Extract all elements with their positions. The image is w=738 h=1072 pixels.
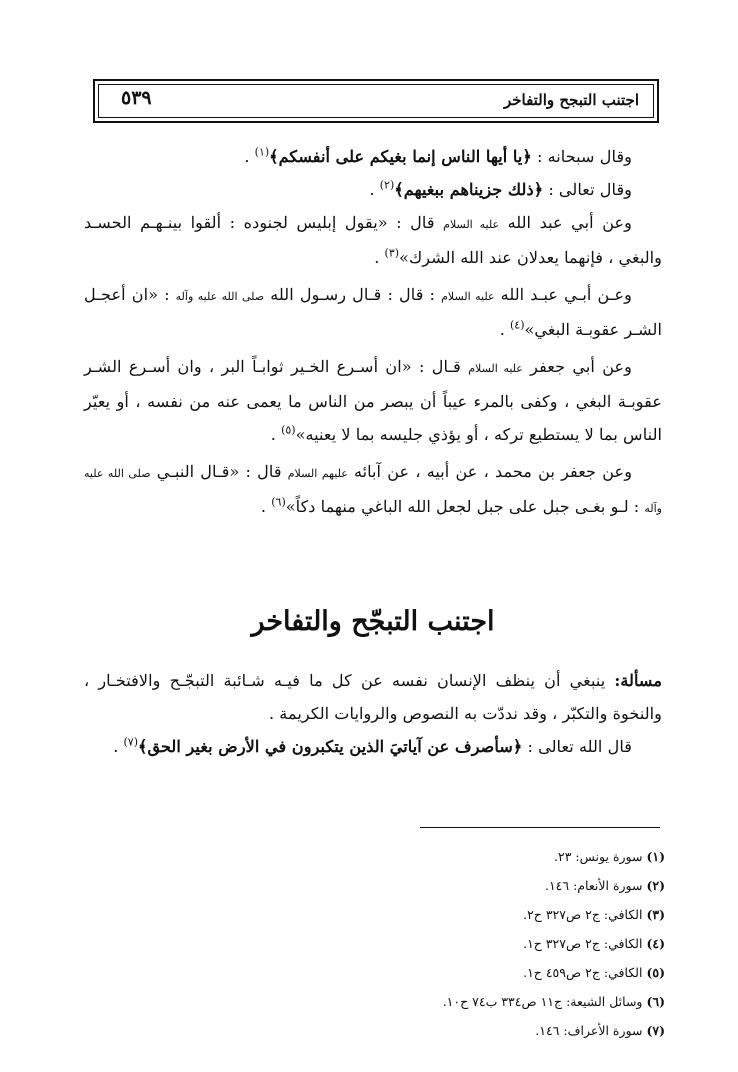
section-text <box>84 664 662 763</box>
text-run: . <box>113 737 124 756</box>
footnote-ref: (٣) <box>384 246 400 260</box>
footnote-item <box>75 929 665 958</box>
footnote-text: سورة يونس: ٢٣. <box>554 849 647 864</box>
text-run: ينبغي أن ينظف الإنسان نفسه عن كل ما فيـه شـائبة التبجّـح والافتخـار ، والنخوة والتكبّر ، وقد نددّت به النصوص والروايات الكريمة . <box>84 671 662 723</box>
footnote-number: (١) <box>646 849 665 864</box>
text-run: قـال : «ان أسـرع الخـير ثوابـاً البر ، وان أسـرع الشـر عقوبـة البغي ، وكفى بالمرء عيباً أن يبصر من الناس ما يعمى عنه من نفسه ، أو يعيّر الناس بما لا يستطيع تركه ، أو يؤذي جليسه بما لا يعنيه» <box>84 357 662 444</box>
text-run: قال : «يقول إبليس لجنوده : ألقوا بينـهـم الحسـد والبغي ، فإنهما يعدلان عند الله الشرك» <box>84 213 662 267</box>
quran-quote: ﴿ذلك جزيناهم ببغيهم﴾ <box>394 180 544 199</box>
footnote-item <box>75 987 665 1016</box>
text-run: . <box>260 497 272 516</box>
paragraph-3 <box>84 206 662 274</box>
lead-word: مسألة: <box>614 671 662 690</box>
footnote-item <box>75 842 665 871</box>
text-run: . <box>369 180 380 199</box>
text-run: قال الله تعالى : <box>522 737 632 756</box>
footnote-ref: (٤) <box>509 318 525 332</box>
text-run: وقال سبحانه : <box>531 147 632 166</box>
honorific-glyph: صلى الله عليه وآله <box>84 467 662 515</box>
footnote-ref: (٢) <box>379 178 395 192</box>
footnote-number: (٦) <box>646 994 665 1009</box>
footnote-item <box>75 958 665 987</box>
footnote-number: (٧) <box>646 1023 665 1038</box>
footnote-item <box>75 900 665 929</box>
text-run: : «ان أعجـل الشـر عقوبـة البغي» <box>84 285 662 339</box>
paragraph-4 <box>84 278 662 346</box>
footnote-ref: (٧) <box>123 735 138 749</box>
footnote-item <box>75 871 665 900</box>
text-run: وعن أبي عبد الله <box>499 213 632 232</box>
header-title: اجتنب التبجح والتفاخر <box>503 91 639 109</box>
footnote-text: الكافي: ج٢ ص٣٢٧ ح١. <box>523 936 647 951</box>
footnote-number: (٣) <box>646 907 665 922</box>
text-run: وعن أبي جعفر <box>522 357 633 376</box>
footnote-number: (٤) <box>646 936 665 951</box>
main-text <box>84 140 662 525</box>
section-title: اجتنب التبجّح والتفاخر <box>251 606 495 637</box>
paragraph-5 <box>84 350 662 451</box>
honorific-glyph: صلى الله عليه وآله <box>175 290 265 303</box>
footnote-ref: (١) <box>254 145 270 159</box>
text-run: . <box>374 248 385 267</box>
footnote-text: وسائل الشيعة: ج١١ ص٣٣٤ ب٧٤ ح١٠. <box>442 994 647 1009</box>
footnote-text: سورة الأنعام: ١٤٦. <box>544 878 647 893</box>
footnote-ref: (٦) <box>271 495 286 509</box>
text-run: قال : «قـال النبـي <box>150 462 288 481</box>
text-run: . <box>499 320 510 339</box>
text-run: وعـن أبـي عبـد الله <box>494 285 632 304</box>
footnote-text: الكافي: ج٢ ص٤٥٩ ح١. <box>523 965 647 980</box>
honorific-glyph: عليه السلام <box>443 218 500 231</box>
text-run: . <box>270 425 282 444</box>
paragraph-1 <box>84 140 662 173</box>
footnote-item <box>75 1016 665 1045</box>
text-run: : قال : قـال رسـول الله <box>264 285 442 304</box>
footnote-number: (٥) <box>646 965 665 980</box>
text-run: وقال تعالى : <box>543 180 632 199</box>
section-paragraph-1 <box>84 664 662 730</box>
honorific-glyph: عليهم السلام <box>287 467 348 480</box>
footnotes-list <box>75 842 665 1045</box>
honorific-glyph: عليه السلام <box>468 362 523 375</box>
footnote-text: سورة الأعراف: ١٤٦. <box>535 1023 647 1038</box>
section-paragraph-2 <box>84 730 662 763</box>
footnote-number: (٢) <box>646 878 665 893</box>
text-run: . <box>244 147 255 166</box>
footnote-divider <box>420 827 660 828</box>
text-run: وعن جعفر بن محمد ، عن أبيه ، عن آبائه <box>347 462 633 481</box>
footnote-text: الكافي: ج٢ ص٣٢٧ ح٢. <box>523 907 647 922</box>
quran-quote: ﴿سأصرف عن آياتيَ الذين يتكبرون في الأرض بغير الحق﴾ <box>138 737 523 756</box>
paragraph-6 <box>84 455 662 525</box>
text-run: : لـو بغـى جبل على جبل لجعل الله الباغي منهما دكاً» <box>285 497 645 516</box>
paragraph-2 <box>84 173 662 206</box>
quran-quote: ﴿يا أيها الناس إنما بغيكم على أنفسكم﴾ <box>269 147 532 166</box>
footnote-ref: (٥) <box>281 423 296 437</box>
page-number: ٥٣٩ <box>121 87 152 109</box>
honorific-glyph: عليه السلام <box>441 290 495 303</box>
running-header <box>93 79 659 123</box>
